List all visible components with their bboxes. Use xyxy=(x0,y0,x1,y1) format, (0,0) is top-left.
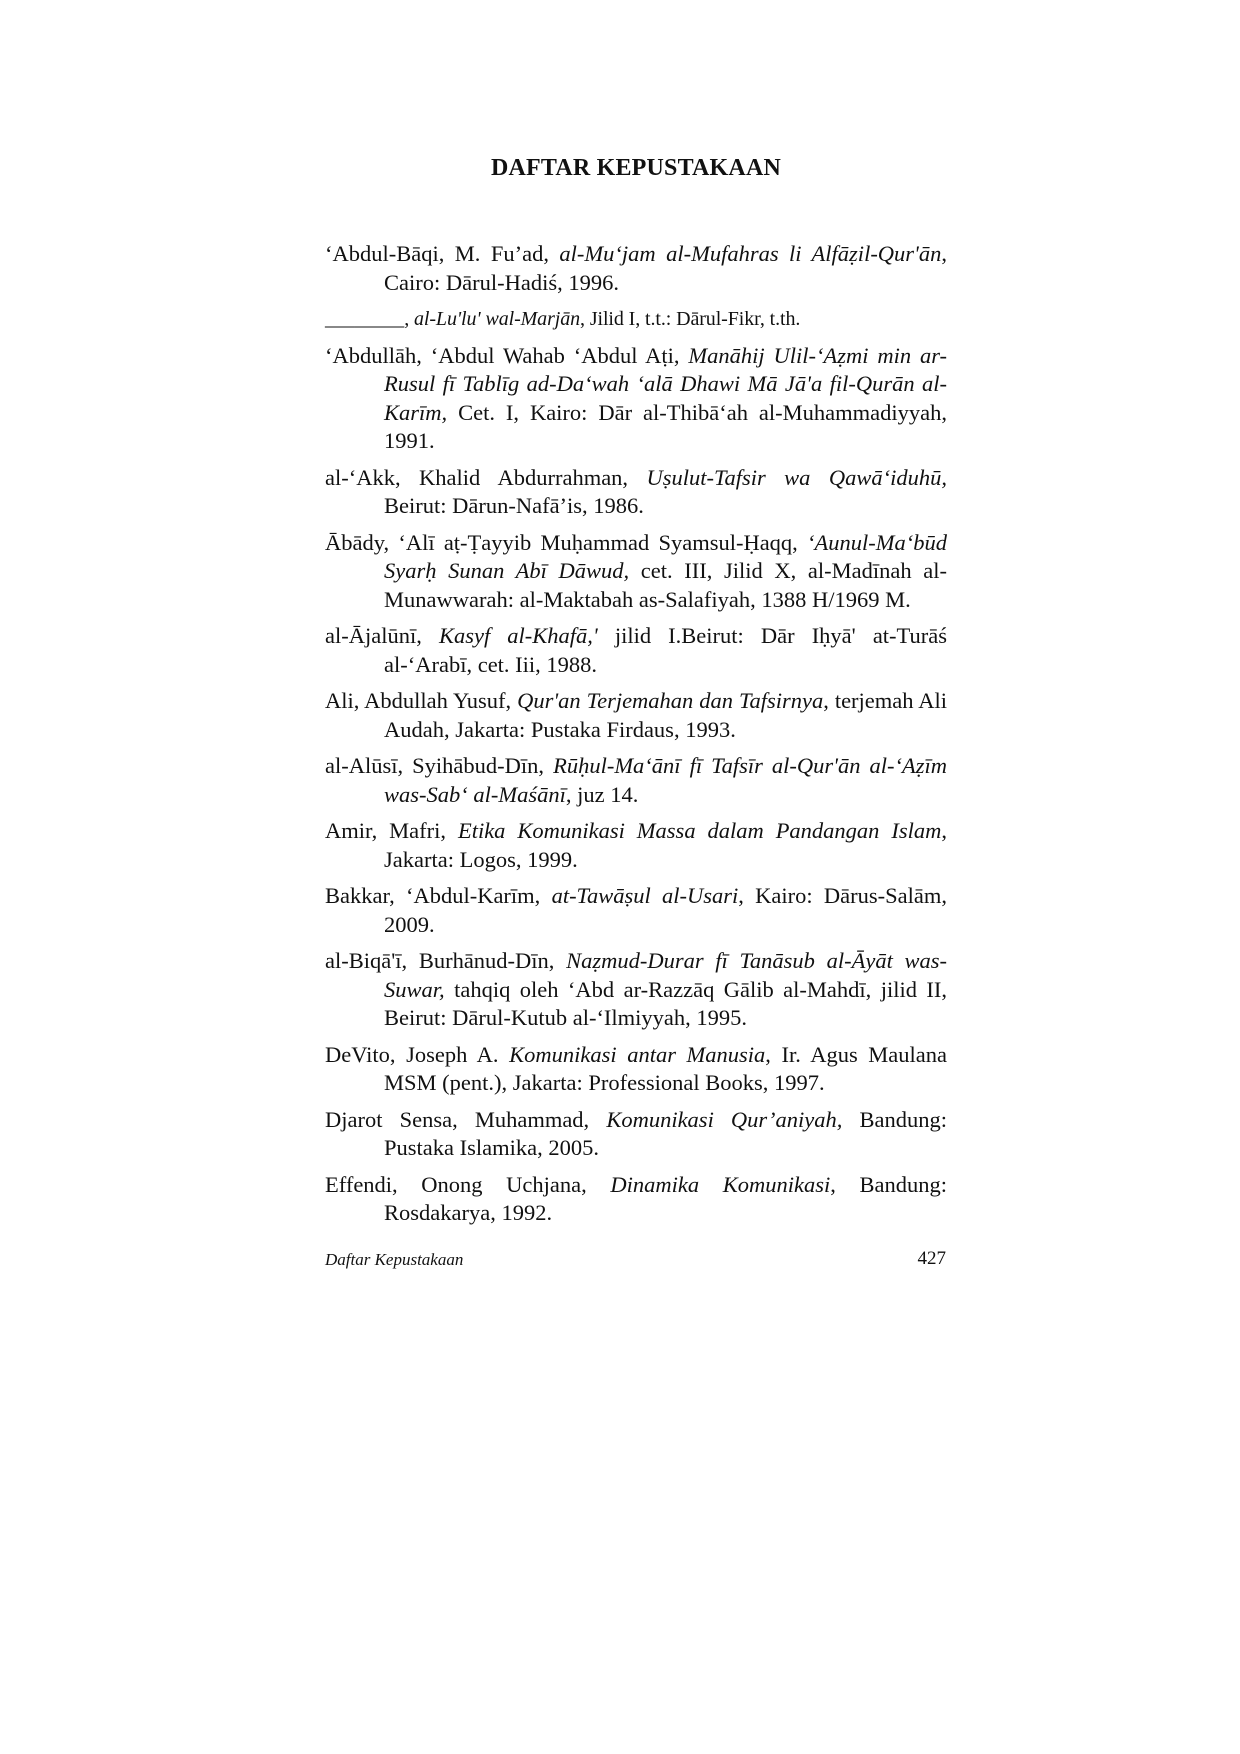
entry-title-italic: Manāhij Ulil-‘Aẓmi min ar-Rusul fī Tablīg ad-Da‘wah ‘alā Dhawi Mā Jā'a fil-Qurān al-Karīm, xyxy=(384,342,947,425)
bibliography-entry xyxy=(325,752,947,809)
entry-text: , Jakarta: Logos, 1999. xyxy=(384,818,947,872)
bibliography-entry xyxy=(325,464,947,521)
bibliography-entry xyxy=(325,1041,947,1098)
entry-text: ‘Abdullāh, ‘Abdul Wahab ‘Abdul Aṭi, xyxy=(325,342,689,368)
entry-title-italic: Komunikasi antar Manusia xyxy=(509,1041,766,1067)
bibliography-entry xyxy=(325,529,947,615)
entry-text: al-‘Akk, Khalid Abdurrahman, xyxy=(325,464,647,490)
entry-text: jilid I.Beirut: Dār Iḥyā' at-Turāś al-‘Arabī, cet. Iii, 1988. xyxy=(384,623,947,677)
bibliography-entry xyxy=(325,305,947,334)
entry-text: , Bandung: Rosdakarya, 1992. xyxy=(384,1171,947,1225)
entry-title-italic: Dinamika Komunikasi xyxy=(610,1171,831,1197)
entry-text: Cet. I, Kairo: Dār al-Thibā‘ah al-Muhammadiyyah, 1991. xyxy=(384,399,947,453)
entry-text: , Cairo: Dārul-Hadiś, 1996. xyxy=(384,241,947,295)
entry-title-italic: Etika Komunikasi Massa dalam Pandangan Islam xyxy=(457,818,942,843)
entry-text: Effendi, Onong Uchjana, xyxy=(325,1171,611,1197)
entry-text: al-Biqā'ī, Burhānud-Dīn, xyxy=(325,948,567,973)
entry-text: Ali, Abdullah Yusuf, xyxy=(325,688,518,713)
entry-text: Ābādy, ‘Alī aṭ-Ṭayyib Muḥammad Syamsul-Ḥaqq, xyxy=(325,529,808,555)
entry-title-italic: al-Lu'lu' wal-Marjān xyxy=(414,308,581,330)
entry-text: cet. III, Jilid X, al-Madīnah al-Munawwarah: al-Maktabah as-Salafiyah, 1388 H/1969 M. xyxy=(384,558,948,612)
bibliography-entry xyxy=(325,1171,947,1228)
entry-text: Bandung: Pustaka Islamika, 2005. xyxy=(384,1106,947,1160)
bibliography-entry xyxy=(325,687,947,744)
entry-text: ‘Abdul-Bāqi, M. Fu’ad, xyxy=(325,241,560,266)
entry-text: Bakkar, ‘Abdul-Karīm, xyxy=(325,883,552,908)
entry-text: , terjemah Ali Audah, Jakarta: Pustaka Firdaus, 1993. xyxy=(384,688,948,742)
entry-text: Djarot Sensa, Muhammad, xyxy=(325,1106,607,1132)
entry-text: al-Alūsī, Syihābud-Dīn, xyxy=(325,753,554,778)
running-footer-title: Daftar Kepustakaan xyxy=(325,1250,464,1269)
entry-text: ________, xyxy=(325,308,415,330)
bibliography-list xyxy=(325,240,947,1236)
entry-title-italic: Naẓmud-Durar fī Tanāsub al-Āyāt was-Suwar, xyxy=(384,948,947,1002)
entry-text: tahqiq oleh ‘Abd ar-Razzāq Gālib al-Mahdī, jilid II, Beirut: Dārul-Kutub al-‘Ilmiyyah, 1995. xyxy=(384,976,947,1030)
bibliography-entry xyxy=(325,1106,947,1163)
entry-text: , Jilid I, t.t.: Dārul-Fikr, t.th. xyxy=(580,308,801,330)
entry-title-italic: Komunikasi Qur’aniyah, xyxy=(606,1106,843,1132)
entry-text: , juz 14. xyxy=(565,781,639,807)
entry-title-italic: Rūḥul-Ma‘ānī fī Tafsīr al-Qur'ān al-‘Aẓīm was-Sab‘ al-Maśānī xyxy=(384,753,947,807)
entry-title-italic: at-Tawāṣul al-Usari xyxy=(551,883,739,908)
bibliography-entry xyxy=(325,817,947,874)
bibliography-entry xyxy=(325,947,947,1033)
entry-text: , Kairo: Dārus-Salām, 2009. xyxy=(384,883,948,937)
bibliography-entry xyxy=(325,240,947,297)
entry-title-italic: Uṣulut-Tafsir wa Qawā‘iduhū, xyxy=(646,464,947,490)
entry-title-italic: Qur'an Terjemahan dan Tafsirnya xyxy=(517,688,824,713)
entry-text: DeVito, Joseph A. xyxy=(325,1041,510,1067)
bibliography-entry xyxy=(325,342,947,456)
entry-title-italic: al-Mu‘jam al-Mufahras li Alfāẓil-Qur'ān xyxy=(559,241,942,266)
entry-text: Amir, Mafri, xyxy=(325,818,458,843)
entry-text: , Ir. Agus Maulana MSM (pent.), Jakarta: Professional Books, 1997. xyxy=(384,1041,947,1095)
page-number: 427 xyxy=(917,1248,946,1269)
entry-title-italic: ‘Aunul-Ma‘būd Syarḥ Sunan Abī Dāwud, xyxy=(384,529,947,583)
bibliography-entry xyxy=(325,622,947,679)
page-title: DAFTAR KEPUSTAKAAN xyxy=(490,155,782,181)
entry-text: al-Ājalūnī, xyxy=(325,623,439,648)
entry-text: Beirut: Dārun-Nafā’is, 1986. xyxy=(384,493,644,518)
entry-title-italic: Kasyf al-Khafā,' xyxy=(438,623,598,648)
bibliography-entry xyxy=(325,882,947,939)
